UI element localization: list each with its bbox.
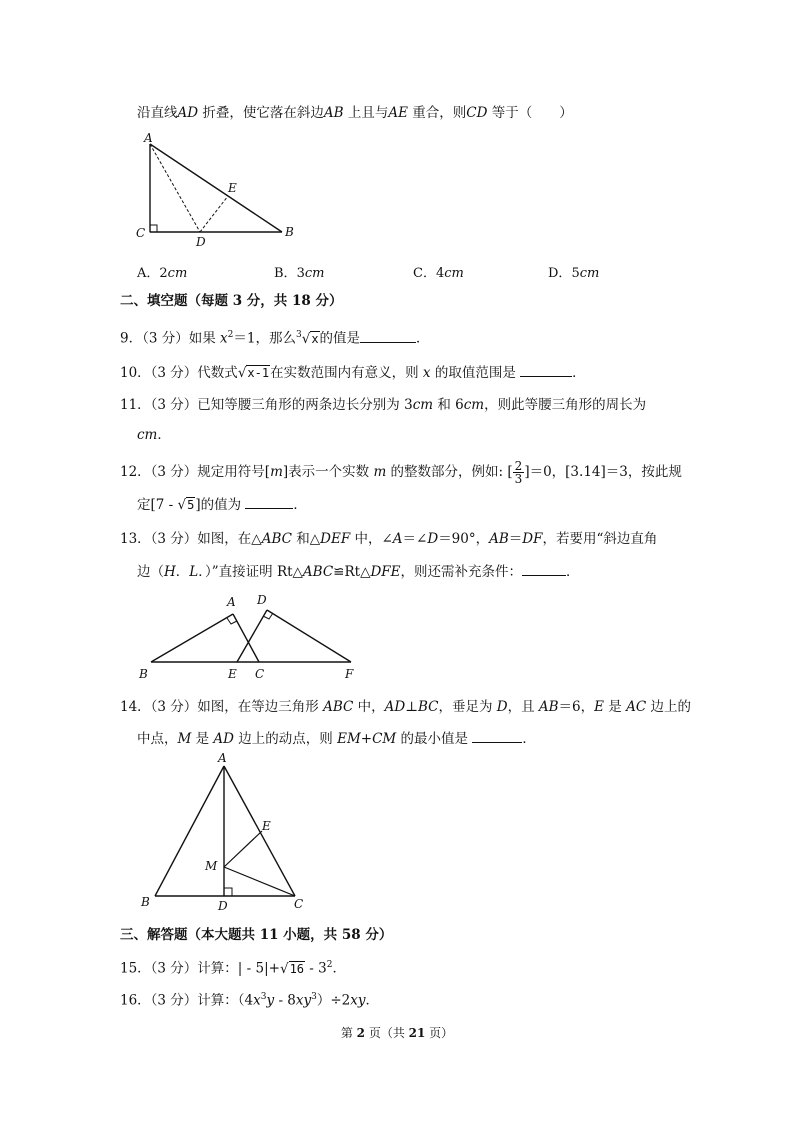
q14-label-c: C (294, 897, 304, 911)
q8-label-c: C (136, 226, 146, 240)
q13-label-e: E (228, 667, 237, 681)
q13-label-a: A (227, 595, 236, 609)
page-footer: 第 2 页（共 21 页） (340, 1026, 454, 1040)
q14-label-m: M (205, 859, 218, 873)
q12-line1: 12．（3 分）规定用符号[m]表示一个实数 m 的整数部分，例如: [ $\frac{2}{3}$ ]＝0，[3.14]＝3，按此规 (120, 459, 682, 486)
section3-title: 三、解答题（本大题共 11 小题，共 58 分） (120, 927, 393, 943)
q14-line2: 中点，M 是 AD 边上的动点，则 EM+CM 的最小值是 ． (137, 731, 536, 747)
q8-label-d: D (196, 235, 206, 249)
section2-title: 二、填空题（每题 3 分，共 18 分） (120, 293, 343, 309)
q14-label-a: A (218, 751, 227, 765)
q8-figure (130, 130, 310, 250)
q14-line1: 14．（3 分）如图，在等边三角形 ABC 中，AD⊥BC，垂足为 D，且 AB＝6，E 是 AC 边上的 (120, 699, 691, 715)
q10: 10．（3 分）代数式√x-1在实数范围内有意义，则 x 的取值范围是 ． (120, 365, 586, 381)
q8-text: 沿直线AD 折叠，使它落在斜边AB 上且与AE 重合，则CD 等于（ ） (137, 105, 573, 121)
q8-choice-b: B．3cm (274, 266, 325, 281)
q14-label-b: B (141, 895, 150, 909)
q8-label-a: A (144, 131, 153, 145)
q15: 15．（3 分）计算：| - $5|+√16 - 3^2$． (120, 960, 346, 977)
q10-answer-blank[interactable] (520, 364, 572, 377)
q13-figure (135, 590, 365, 685)
q14-label-d: D (218, 899, 228, 913)
q13-line2: 边（H．L．）”直接证明 Rt△ABC≌Rt△DFE，则还需补充条件： ． (137, 564, 580, 580)
q11-line2: cm． (137, 427, 171, 443)
q11-line1: 11．（3 分）已知等腰三角形的两条边长分别为 3cm 和 6cm，则此等腰三角形的周长为 (120, 397, 647, 413)
q13-line1: 13．（3 分）如图，在△ABC 和△DEF 中，∠A＝∠D＝90°，AB＝DF，若要用“斜边直角 (120, 531, 658, 547)
q14-figure (135, 752, 315, 912)
q9-answer-blank[interactable] (360, 330, 416, 343)
q16: 16．（3 分）计算：$(4x^3y - 8xy^3)\div 2xy$． (120, 992, 380, 1009)
q8-choice-c: C．4cm (413, 266, 464, 281)
q9: 9．（3 分）如果 $x^2=1$，那么$^3$√x的值是 ． (120, 330, 430, 347)
q8-choice-a: A．2cm (137, 266, 188, 281)
q8-label-e: E (228, 181, 237, 195)
q14-label-e: E (262, 819, 271, 833)
q12-answer-blank[interactable] (245, 496, 293, 509)
q14-answer-blank[interactable] (472, 730, 522, 743)
q13-label-d: D (257, 593, 267, 607)
q13-label-b: B (139, 667, 148, 681)
q12-fraction: $\frac{2}{3}$ (514, 459, 523, 486)
q12-line2: 定[7 - √5]的值为 ． (137, 497, 307, 513)
q8-label-b: B (285, 225, 294, 239)
q13-label-c: C (255, 667, 265, 681)
q13-answer-blank[interactable] (522, 563, 566, 576)
q8-choice-d: D．5cm (548, 266, 600, 281)
q13-label-f: F (345, 667, 354, 681)
